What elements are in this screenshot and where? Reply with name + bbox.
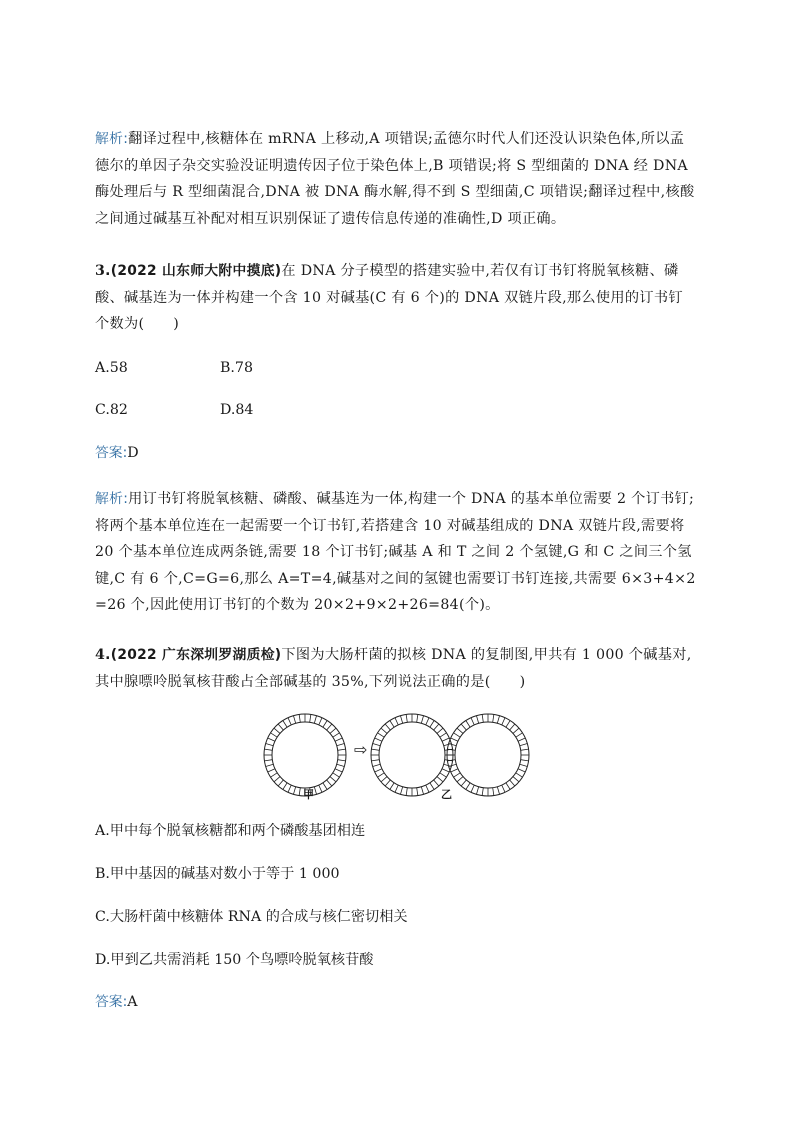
answer-value: D: [127, 445, 139, 461]
ring-segment: [449, 764, 457, 766]
question-number: 3: [95, 263, 106, 279]
ring-segment: [520, 743, 528, 745]
ring-segment: [288, 785, 291, 792]
figure-label-jia: 甲: [303, 788, 314, 801]
dna-ring-yi-2: [447, 714, 529, 796]
ring-segment: [390, 783, 394, 790]
q3-option-c: C.82: [95, 402, 128, 418]
ring-segment: [516, 733, 523, 737]
ring-segment: [454, 733, 461, 737]
ring-segment: [426, 785, 429, 792]
ring-segment: [430, 783, 434, 790]
ring-segment: [440, 733, 447, 737]
ring-segment: [434, 724, 439, 730]
ring-segment: [513, 728, 519, 733]
ring-segment: [502, 785, 505, 792]
ring-segment: [381, 777, 387, 782]
ring-segment: [390, 721, 394, 728]
question-text: 下图为大肠杆菌的拟核 DNA 的复制图,甲共有 1 000 个碱基对,其中腺嘌呤脱氧核苷酸占全部碱基的 35%,下列说法正确的是( ): [95, 647, 692, 690]
ring-segment: [466, 783, 470, 790]
ring-segment: [421, 787, 423, 795]
ring-segment: [395, 718, 398, 725]
ring-segment: [268, 738, 275, 741]
ring-segment: [299, 788, 300, 796]
ring-segment: [264, 749, 272, 750]
ring-segment: [510, 780, 515, 786]
ring-segment: [330, 777, 336, 782]
ring-segment: [385, 724, 390, 730]
ring-segment: [482, 714, 483, 722]
ring-segment: [327, 780, 332, 786]
ring-segment: [314, 716, 316, 724]
analysis-label: 解析:: [95, 491, 129, 507]
ring-segment: [323, 783, 327, 790]
ring-segment: [319, 718, 322, 725]
ring-segment: [378, 733, 385, 737]
ring-segment: [330, 728, 336, 733]
ring-segment: [493, 788, 494, 796]
ring-segment: [385, 780, 390, 786]
ring-segment: [520, 764, 528, 766]
ring-segment: [271, 733, 278, 737]
analysis-text: 翻译过程中,核糖体在 mRNA 上移动,A 项错误;孟德尔时代人们还没认识染色体,所以孟德尔的单因子杂交实验没证明遗传因子位于染色体上,B 项错误;将 S 型细菌的 DNA 经 DNA 酶处理后与 R 型细菌混合,DNA 被 DNA 酶水解,得不到 S 型细菌,C 项错误;翻译过程中,核酸之间通过碱基互补配对相互识别保证了遗传信息传递的准确性,D 项正确。: [95, 131, 695, 227]
q3-analysis: [95, 486, 697, 619]
ring-segment: [400, 716, 402, 724]
ring-segment: [338, 760, 346, 761]
ring-segment: [513, 777, 519, 782]
ring-segment: [518, 769, 525, 772]
ring-segment: [426, 718, 429, 725]
q4-option-b: B.甲中基因的碱基对数小于等于 1 000: [95, 866, 340, 882]
answer-label: 答案:: [95, 445, 128, 461]
question-source: .(2022 广东深圳罗湖质检): [105, 647, 282, 663]
ring-segment: [335, 769, 342, 772]
ring-segment: [493, 714, 494, 722]
ring-segment: [338, 749, 346, 750]
ring-segment: [337, 764, 345, 766]
ring-segment: [461, 780, 466, 786]
ring-segment: [378, 773, 385, 777]
q3-option-d: D.84: [220, 402, 254, 418]
ring-segment: [373, 743, 381, 745]
ring-segment: [371, 760, 379, 761]
ring-segment: [278, 780, 283, 786]
ring-segment: [457, 728, 463, 733]
ring-segment: [437, 728, 443, 733]
ring-segment: [310, 714, 311, 722]
ring-segment: [293, 787, 295, 795]
question-number: 4: [95, 647, 106, 663]
ring-segment: [375, 738, 382, 741]
ring-segment: [449, 743, 457, 745]
ring-segment: [400, 787, 402, 795]
ring-segment: [497, 787, 499, 795]
ring-segment: [516, 773, 523, 777]
ring-segment: [502, 718, 505, 725]
ring-segment: [466, 721, 470, 728]
ring-segment: [471, 785, 474, 792]
ring-segment: [434, 780, 439, 786]
ring-segment: [451, 769, 458, 772]
ring-segment: [476, 787, 478, 795]
ring-segment: [266, 764, 274, 766]
q4-option-c: C.大肠杆菌中核糖体 RNA 的合成与核仁密切相关: [95, 909, 408, 925]
q3-option-a: A.58: [95, 360, 128, 376]
ring-segment: [518, 738, 525, 741]
q3-option-b: B.78: [220, 360, 253, 376]
answer-value: A: [127, 994, 138, 1010]
ring-segment: [381, 728, 387, 733]
ring-segment: [333, 773, 340, 777]
ring-segment: [283, 721, 287, 728]
ring-segment: [337, 743, 345, 745]
figure-label-yi: 乙: [441, 788, 452, 801]
ring-segment: [406, 714, 407, 722]
analysis-text: 用订书钉将脱氧核糖、磷酸、碱基连为一体,构建一个 DNA 的基本单位需要 2 个订书钉;将两个基本单位连在一起需要一个订书钉,若搭建含 10 对碱基组成的 DNA 双链片段,需要将 20 个基本单位连成两条链,需要 18 个订书钉;碱基 A 和 T 之间 2 个氢键,G 和 C 之间三个氢键,C 有 6 个,C=G=6,那么 A=T=4,碱基对之间的氢键也需要订书钉连接,共需要 6×3+4×2=26 个,因此使用订书钉的个数为 20×2+9×2+26=84(个)。: [95, 491, 696, 613]
ring-segment: [293, 716, 295, 724]
ring-segment: [506, 721, 510, 728]
ring-segment: [506, 783, 510, 790]
dna-ring-jia: [264, 714, 346, 796]
q4-stem: [95, 642, 697, 695]
replication-arrow: ⇨: [354, 740, 368, 759]
ring-segment: [521, 749, 529, 750]
ring-segment: [521, 760, 529, 761]
ring-segment: [417, 714, 418, 722]
ring-segment: [371, 749, 379, 750]
question-text: 在 DNA 分子模型的搭建实验中,若仅有订书钉将脱氧核糖、磷酸、碱基连为一体并构建一个含 10 对碱基(C 有 6 个)的 DNA 双链片段,那么使用的订书钉个数为( ): [95, 263, 683, 332]
ring-segment: [451, 738, 458, 741]
ring-segment: [274, 728, 280, 733]
q4-answer: [95, 991, 138, 1013]
ring-segment: [510, 724, 515, 730]
ring-segment: [333, 733, 340, 737]
ring-segment: [437, 777, 443, 782]
ring-segment: [454, 773, 461, 777]
ring-segment: [266, 743, 274, 745]
ring-segment: [288, 718, 291, 725]
ring-segment: [264, 760, 272, 761]
ring-segment: [457, 777, 463, 782]
ring-segment: [323, 721, 327, 728]
ring-segment: [373, 764, 381, 766]
ring-segment: [299, 714, 300, 722]
ring-segment: [471, 718, 474, 725]
q3-answer: [95, 442, 139, 464]
ring-segment: [497, 716, 499, 724]
ring-segment: [395, 785, 398, 792]
question-source: .(2022 山东师大附中摸底): [105, 263, 282, 279]
ring-segment: [442, 769, 449, 772]
ring-segment: [440, 773, 447, 777]
ring-segment: [268, 769, 275, 772]
ring-segment: [327, 724, 332, 730]
ring-segment: [476, 716, 478, 724]
ring-segment: [461, 724, 466, 730]
q2-analysis: [95, 126, 697, 232]
ring-segment: [271, 773, 278, 777]
ring-segment: [442, 738, 449, 741]
q3-stem: [95, 258, 697, 338]
analysis-label: 解析:: [95, 131, 129, 147]
q4-option-a: A.甲中每个脱氧核糖都和两个磷酸基团相连: [95, 823, 366, 839]
ring-segment: [278, 724, 283, 730]
dna-ring-yi-1: [371, 714, 453, 796]
ring-segment: [314, 787, 316, 795]
ring-segment: [482, 788, 483, 796]
ring-segment: [406, 788, 407, 796]
q4-option-d: D.甲到乙共需消耗 150 个鸟嘌呤脱氧核苷酸: [95, 952, 374, 968]
ring-segment: [417, 788, 418, 796]
ring-segment: [421, 716, 423, 724]
ring-segment: [335, 738, 342, 741]
answer-label: 答案:: [95, 994, 128, 1010]
ring-segment: [283, 783, 287, 790]
ring-segment: [319, 785, 322, 792]
ring-segment: [274, 777, 280, 782]
ring-segment: [430, 721, 434, 728]
ring-segment: [375, 769, 382, 772]
